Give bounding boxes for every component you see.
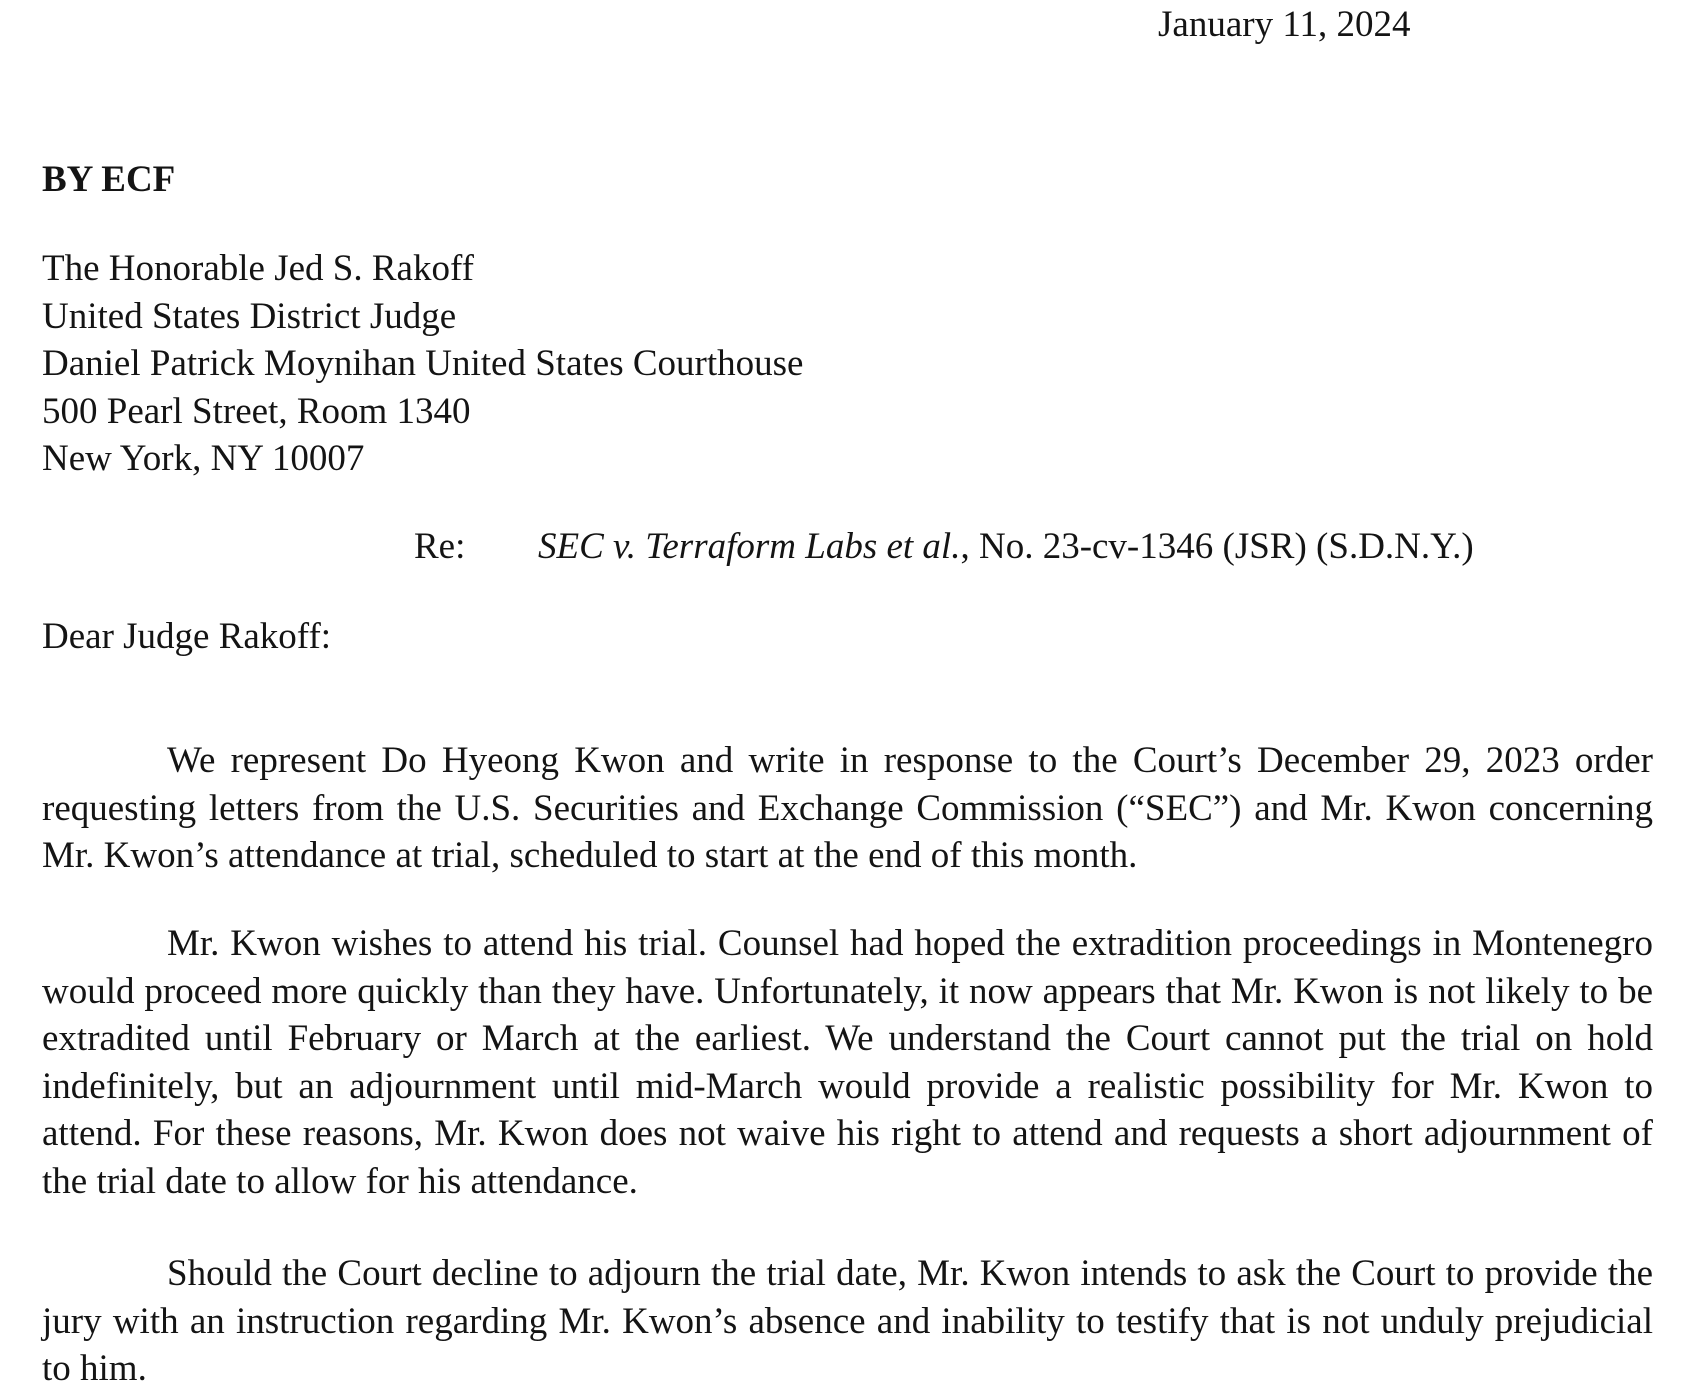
recipient-line: Daniel Patrick Moynihan United States Courthouse	[42, 343, 804, 384]
body-paragraph: We represent Do Hyeong Kwon and write in response to the Court’s December 29, 2023 order requesting letters from the U.S. Securities and Exchange Commission (“SEC”) and Mr. Kwon concerning Mr. Kwon’s attendance at trial, scheduled to start at the end of this month.	[42, 740, 1653, 877]
re-label: Re:	[414, 526, 466, 567]
recipient-address	[42, 245, 803, 483]
recipient-line: The Honorable Jed S. Rakoff	[42, 248, 474, 289]
recipient-line: New York, NY 10007	[42, 438, 365, 479]
body-paragraph: Should the Court decline to adjourn the trial date, Mr. Kwon intends to ask the Court to provide the jury with an instruction regarding Mr. Kwon’s absence and inability to testify that is not unduly prejudicial to him.	[42, 1253, 1653, 1390]
salutation: Dear Judge Rakoff:	[42, 616, 332, 657]
recipient-line: United States District Judge	[42, 295, 457, 337]
recipient-line: 500 Pearl Street, Room 1340	[42, 390, 471, 432]
re-line	[414, 522, 1474, 572]
case-name: SEC v. Terraform Labs et al.	[538, 526, 961, 567]
letter-date: January 11, 2024	[1158, 4, 1411, 45]
body-paragraph: Mr. Kwon wishes to attend his trial. Counsel had hoped the extradition proceedings in Montenegro would proceed more quickly than they have. Unfortunately, it now appears that Mr. Kwon is not likely to be extradited until February or March at the earliest. We understand the Court cannot put the trial on hold indefinitely, but an adjournment until mid-March would provide a realistic possibility for Mr. Kwon to attend. For these reasons, Mr. Kwon does not waive his right to attend and requests a short adjournment of the trial date to allow for his attendance.	[42, 923, 1653, 1202]
delivery-method: BY ECF	[42, 159, 176, 200]
re-case	[538, 526, 1474, 567]
case-number: , No. 23-cv-1346 (JSR) (S.D.N.Y.)	[960, 526, 1474, 567]
